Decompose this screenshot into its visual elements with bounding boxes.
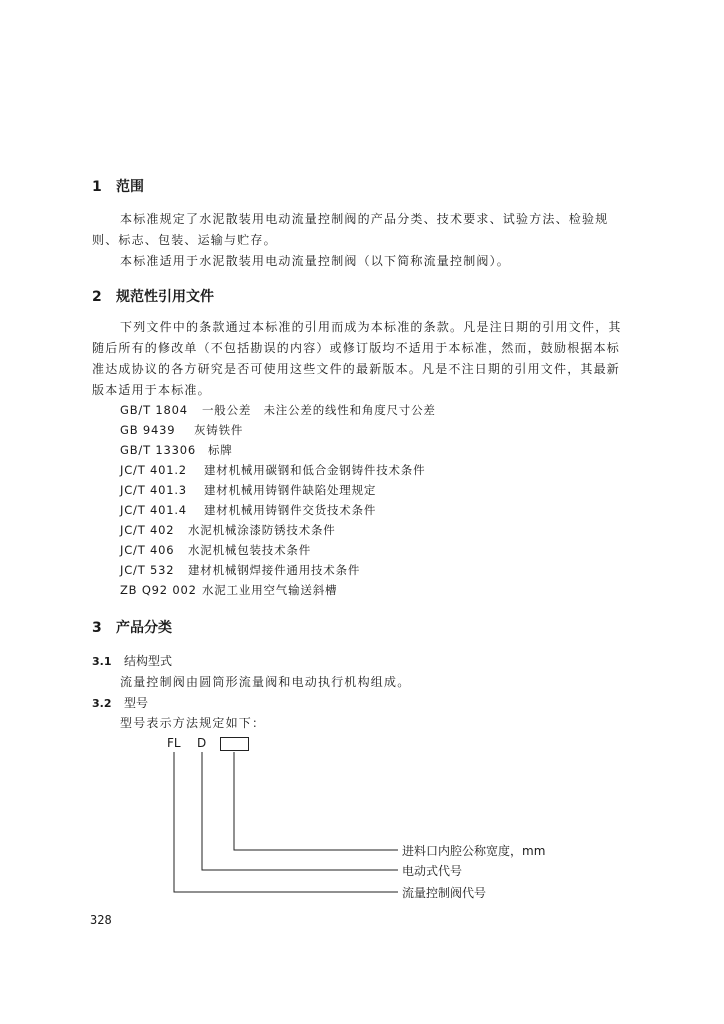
reference-code: ZB Q92 002 xyxy=(120,583,197,597)
s2-para-line4: 版本适用于本标准。 xyxy=(92,383,211,397)
reference-code: JC/T 401.2 xyxy=(120,463,187,477)
reference-code: GB/T 1804 xyxy=(120,403,188,417)
reference-title: 建材机械钢焊接件通用技术条件 xyxy=(188,563,361,577)
reference-title: 水泥机械包装技术条件 xyxy=(188,543,311,557)
reference-code: JC/T 406 xyxy=(120,543,175,557)
reference-title: 建材机械用铸钢件缺陷处理规定 xyxy=(204,483,377,497)
section-number: 1 xyxy=(92,179,102,195)
subsection-3-2-text: 型号表示方法规定如下： xyxy=(120,716,266,730)
reference-title: 水泥工业用空气输送斜槽 xyxy=(202,583,338,597)
subsection-title: 型号 xyxy=(124,696,149,710)
reference-title: 一般公差 未注公差的线性和角度尺寸公差 xyxy=(202,403,436,417)
reference-code: GB/T 13306 xyxy=(120,443,196,457)
reference-title: 建材机械用碳钢和低合金钢铸件技术条件 xyxy=(204,463,426,477)
subsection-number: 3.2 xyxy=(92,697,112,710)
reference-title: 标牌 xyxy=(208,443,233,457)
reference-title: 灰铸铁件 xyxy=(194,423,244,437)
section-title: 范围 xyxy=(116,179,144,195)
model-prefix: FL xyxy=(167,736,181,750)
section-number: 3 xyxy=(92,620,102,636)
s1-para1-line1: 本标准规定了水泥散装用电动流量控制阀的产品分类、技术要求、试验方法、检验规 xyxy=(120,212,609,226)
model-code: D xyxy=(197,736,207,750)
s1-para1-line2: 则、标志、包装、运输与贮存。 xyxy=(92,233,277,247)
section-number: 2 xyxy=(92,289,102,305)
leader-line-width xyxy=(234,752,398,850)
reference-title: 水泥机械涂漆防锈技术条件 xyxy=(188,523,336,537)
reference-code: JC/T 401.4 xyxy=(120,503,187,517)
reference-code: GB 9439 xyxy=(120,423,176,437)
leader-line-valve xyxy=(174,752,398,892)
reference-code: JC/T 402 xyxy=(120,523,175,537)
subsection-3-1-text: 流量控制阀由圆筒形流量阀和电动执行机构组成。 xyxy=(120,675,411,689)
leader-line-electric xyxy=(202,752,398,870)
s2-para-line1: 下列文件中的条款通过本标准的引用而成为本标准的条款。凡是注日期的引用文件，其 xyxy=(120,320,622,334)
subsection-title: 结构型式 xyxy=(124,654,173,668)
s2-para-line2: 随后所有的修改单（不包括勘误的内容）或修订版均不适用于本标准，然而，鼓励根据本标 xyxy=(92,341,621,355)
page-number: 328 xyxy=(90,913,112,927)
diagram-label-width: 进料口内腔公称宽度，mm xyxy=(402,844,546,858)
diagram-label-valve: 流量控制阀代号 xyxy=(402,886,487,900)
reference-code: JC/T 401.3 xyxy=(120,483,187,497)
section-title: 产品分类 xyxy=(116,620,172,636)
s1-para2: 本标准适用于水泥散装用电动流量控制阀（以下简称流量控制阀）。 xyxy=(120,254,511,268)
reference-code: JC/T 532 xyxy=(120,563,175,577)
section-title: 规范性引用文件 xyxy=(116,289,214,305)
diagram-label-electric: 电动式代号 xyxy=(402,864,463,878)
subsection-number: 3.1 xyxy=(92,655,112,668)
reference-title: 建材机械用铸钢件交货技术条件 xyxy=(204,503,377,517)
s2-para-line3: 准达成协议的各方研究是否可使用这些文件的最新版本。凡是不注日期的引用文件，其最新 xyxy=(92,362,621,376)
